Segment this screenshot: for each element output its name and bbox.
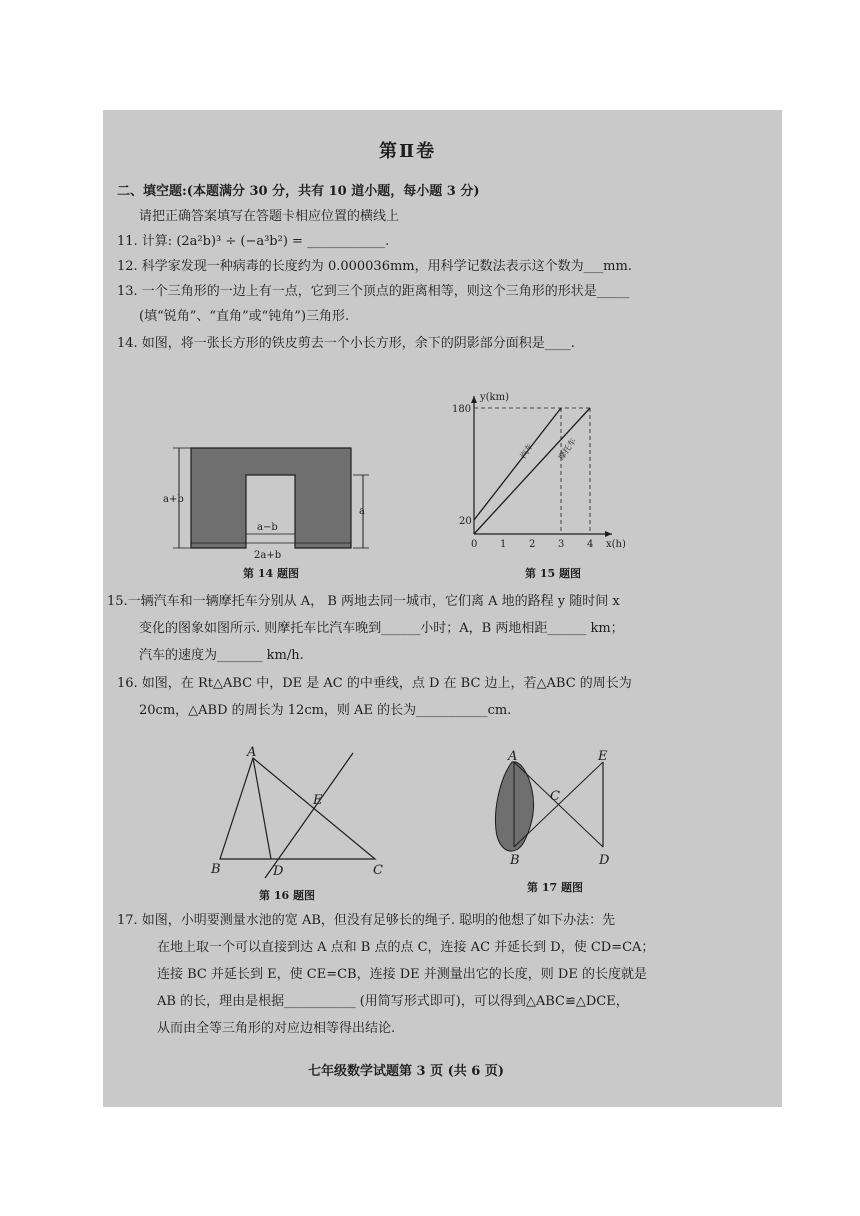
point-b: B <box>211 862 221 877</box>
series-motorcycle-label: 摩托车 <box>556 436 578 462</box>
y-axis-arrow <box>471 396 477 403</box>
question-12: 12. 科学家发现一种病毒的长度约为 0.000036mm，用科学记数法表示这个数为___mm. <box>117 259 632 274</box>
question-13-line2: (填“锐角”、“直角”或“钝角”)三角形. <box>139 309 350 324</box>
question-15-line2: 变化的图象如图所示. 则摩托车比汽车晚到______小时；A，B 两地相距______ km； <box>139 621 624 636</box>
section-instruction: 请把正确答案填写在答题卡相应位置的横线上 <box>139 209 400 224</box>
question-17-line5: 从而由全等三角形的对应边相等得出结论. <box>157 1021 396 1036</box>
question-15-line3: 汽车的速度为_______ km/h. <box>139 648 304 663</box>
question-16-line2: 20cm，△ABD 的周长为 12cm，则 AE 的长为___________cm. <box>139 703 512 718</box>
question-16-line1: 16. 如图，在 Rt△ABC 中，DE 是 AC 的中垂线，点 D 在 BC 边上，若△ABC 的周长为 <box>117 676 632 691</box>
y-axis-label: y(km) <box>480 392 509 403</box>
question-17-line1: 17. 如图，小明要测量水池的宽 AB，但没有足够长的绳子. 聪明的他想了如下办法：先 <box>117 913 616 928</box>
figure-15-chart <box>443 388 643 560</box>
caption-17: 第 17 题图 <box>527 881 583 894</box>
series-car-label: 汽车 <box>518 441 535 461</box>
shaded-region <box>191 448 351 548</box>
caption-16: 第 16 题图 <box>259 889 315 902</box>
point-e: E <box>313 793 323 808</box>
x-axis-arrow <box>605 531 612 537</box>
question-14: 14. 如图，将一张长方形的铁皮剪去一个小长方形，余下的阴影部分面积是____. <box>117 336 575 351</box>
x-tick-2: 2 <box>529 539 536 550</box>
x-axis-label: x(h) <box>606 539 626 550</box>
page-footer: 七年级数学试题第 3 页 (共 6 页) <box>308 1064 505 1079</box>
question-15-line1: 15.一辆汽车和一辆摩托车分别从 A， B 两地去同一城市，它们离 A 地的路程 y 随时间 x <box>107 594 620 609</box>
label-a-plus-b: a+b <box>163 494 184 505</box>
point-b: B <box>510 853 520 868</box>
segment-ad <box>253 758 271 859</box>
question-17-line2: 在地上取一个可以直接到达 A 点和 B 点的点 C，连接 AC 并延长到 D，使 CD=CA； <box>157 940 655 955</box>
question-11: 11. 计算: (2a²b)³ ÷ (−a³b²) = ____________. <box>117 234 390 249</box>
point-e: E <box>598 749 608 764</box>
series-motorcycle-line <box>474 408 590 534</box>
point-d: D <box>273 864 284 879</box>
point-a: A <box>508 749 518 764</box>
figure-17 <box>488 750 623 870</box>
point-a: A <box>247 745 257 760</box>
question-13-line1: 13. 一个三角形的一边上有一点，它到三个顶点的距离相等，则这个三角形的形状是_____ <box>117 284 630 299</box>
caption-14: 第 14 题图 <box>243 567 299 580</box>
x-tick-0: 0 <box>471 539 478 550</box>
y-tick-20: 20 <box>459 516 472 527</box>
point-c: C <box>373 863 383 878</box>
point-d: D <box>599 853 610 868</box>
question-17-line4: AB 的长，理由是根据___________ (用简写形式即可)，可以得到△ABC≌△DCE， <box>157 994 629 1009</box>
label-a: a <box>359 506 365 517</box>
x-tick-3: 3 <box>558 539 565 550</box>
series-car-line <box>474 408 561 520</box>
label-a-minus-b: a−b <box>257 522 278 533</box>
question-17-line3: 连接 BC 并延长到 E，使 CE=CB，连接 DE 并测量出它的长度，则 DE 的长度就是 <box>157 967 647 982</box>
y-tick-180: 180 <box>452 404 472 415</box>
label-2a-plus-b: 2a+b <box>254 550 282 561</box>
triangle-abc <box>220 758 375 859</box>
caption-15: 第 15 题图 <box>525 567 581 580</box>
section-heading: 二、填空题:(本题满分 30 分，共有 10 道小题，每小题 3 分) <box>117 184 480 199</box>
page-title: 第Ⅱ卷 <box>379 141 437 162</box>
exam-sheet <box>103 110 782 1107</box>
figure-14 <box>163 440 389 561</box>
figure-16 <box>203 745 383 883</box>
x-tick-1: 1 <box>500 539 507 550</box>
x-tick-4: 4 <box>587 539 594 550</box>
point-c: C <box>550 789 560 804</box>
